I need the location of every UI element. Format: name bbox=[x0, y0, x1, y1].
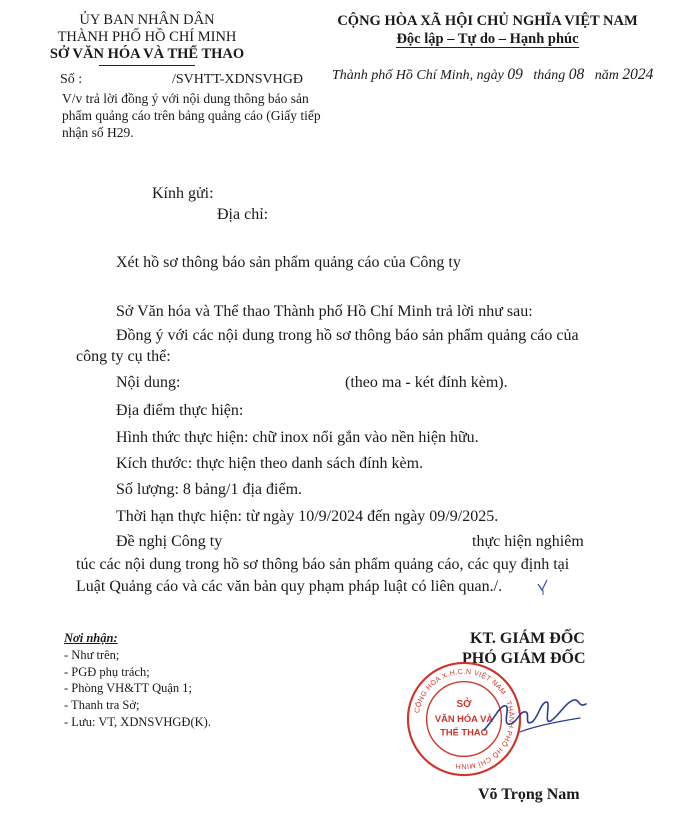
recipient-item: - Như trên; bbox=[64, 647, 120, 662]
address-label: Địa chỉ: bbox=[217, 206, 269, 223]
paragraph-agree-2: công ty cụ thể: bbox=[76, 348, 171, 365]
duration-line: Thời hạn thực hiện: từ ngày 10/9/2024 đến ngày 09/9/2025. bbox=[116, 508, 499, 525]
seal-line-3: THỂ THAO bbox=[440, 727, 488, 738]
recipient-item: - Thanh tra Sở; bbox=[64, 698, 140, 713]
issuing-authority bbox=[22, 12, 272, 66]
request-line-1b: thực hiện nghiêm bbox=[472, 533, 584, 550]
authority-line-1: ỦY BAN NHÂN DÂN bbox=[79, 12, 215, 28]
seal-ring-text: CỘNG HÒA X.H.C.N VIỆT NAM · THÀNH PHỐ HỒ CHÍ MINH bbox=[413, 667, 516, 771]
authority-line-2: THÀNH PHỐ HỒ CHÍ MINH bbox=[57, 29, 237, 45]
date-year-label: năm bbox=[594, 68, 619, 83]
request-line-2: túc các nội dung trong hồ sơ thông báo sản phẩm quảng cáo, các quy định tại bbox=[76, 556, 570, 573]
date-day: 09 bbox=[507, 66, 523, 83]
date-prefix: Thành phố Hồ Chí Minh, ngày bbox=[332, 68, 504, 83]
recipient-item: - PGĐ phụ trách; bbox=[64, 664, 150, 679]
request-line-1a: Đề nghị Công ty bbox=[116, 533, 223, 550]
content-label: Nội dung: bbox=[116, 374, 181, 391]
national-header bbox=[300, 12, 675, 48]
date-year: 2024 bbox=[622, 66, 654, 83]
authority-line-3: SỞ VĂN HÓA VÀ THỂ THAO bbox=[49, 46, 245, 62]
location-line: Địa điểm thực hiện: bbox=[116, 402, 244, 419]
recipient-item: - Phòng VH&TT Quận 1; bbox=[64, 681, 193, 696]
doc-number-label: Số : bbox=[60, 72, 83, 87]
national-title: CỘNG HÒA XÃ HỘI CHỦ NGHĨA VIỆT NAM bbox=[337, 13, 638, 29]
national-motto: Độc lập – Tự do – Hạnh phúc bbox=[396, 31, 579, 47]
recipients-heading: Nơi nhận: bbox=[64, 631, 118, 645]
quantity-line: Số lượng: 8 bảng/1 địa điểm. bbox=[116, 481, 303, 498]
size-line: Kích thước: thực hiện theo danh sách đính kèm. bbox=[116, 455, 424, 472]
signature-title-1: KT. GIÁM ĐỐC bbox=[470, 630, 585, 647]
pen-tick-mark bbox=[536, 578, 550, 596]
request-line-3: Luật Quảng cáo và các văn bản quy phạm pháp luật có liên quan./. bbox=[76, 578, 503, 595]
paragraph-reply: Sở Văn hóa và Thể thao Thành phố Hồ Chí Minh trả lời như sau: bbox=[116, 303, 533, 320]
paragraph-consider: Xét hồ sơ thông báo sản phẩm quảng cáo của Công ty bbox=[116, 254, 461, 271]
handwritten-signature bbox=[480, 692, 590, 740]
signer-name: Võ Trọng Nam bbox=[478, 786, 580, 803]
date-month-label: tháng bbox=[533, 68, 566, 83]
signature-title-2: PHÓ GIÁM ĐỐC bbox=[462, 650, 586, 667]
form-line: Hình thức thực hiện: chữ inox nổi gắn vào nền hiện hữu. bbox=[116, 429, 479, 446]
seal-line-1: SỞ bbox=[456, 699, 472, 711]
paragraph-agree-1: Đồng ý với các nội dung trong hồ sơ thông báo sản phẩm quảng cáo của bbox=[116, 327, 579, 344]
document-date bbox=[332, 66, 653, 84]
authority-divider bbox=[99, 65, 195, 66]
content-value: (theo ma - két đính kèm). bbox=[345, 374, 508, 391]
recipient-item: - Lưu: VT, XDNSVHGĐ(K). bbox=[64, 714, 211, 729]
document-subject: V/v trả lời đồng ý với nội dung thông báo sản phẩm quảng cáo trên bảng quảng cáo (Giấy tiếp nhận số H29. bbox=[62, 91, 321, 140]
seal-line-2: VĂN HÓA VÀ bbox=[434, 713, 494, 724]
date-month: 08 bbox=[568, 66, 585, 83]
recipients-block bbox=[64, 630, 211, 731]
salutation: Kính gửi: bbox=[152, 185, 214, 202]
doc-number-code: /SVHTT-XDNSVHGĐ bbox=[172, 72, 303, 87]
